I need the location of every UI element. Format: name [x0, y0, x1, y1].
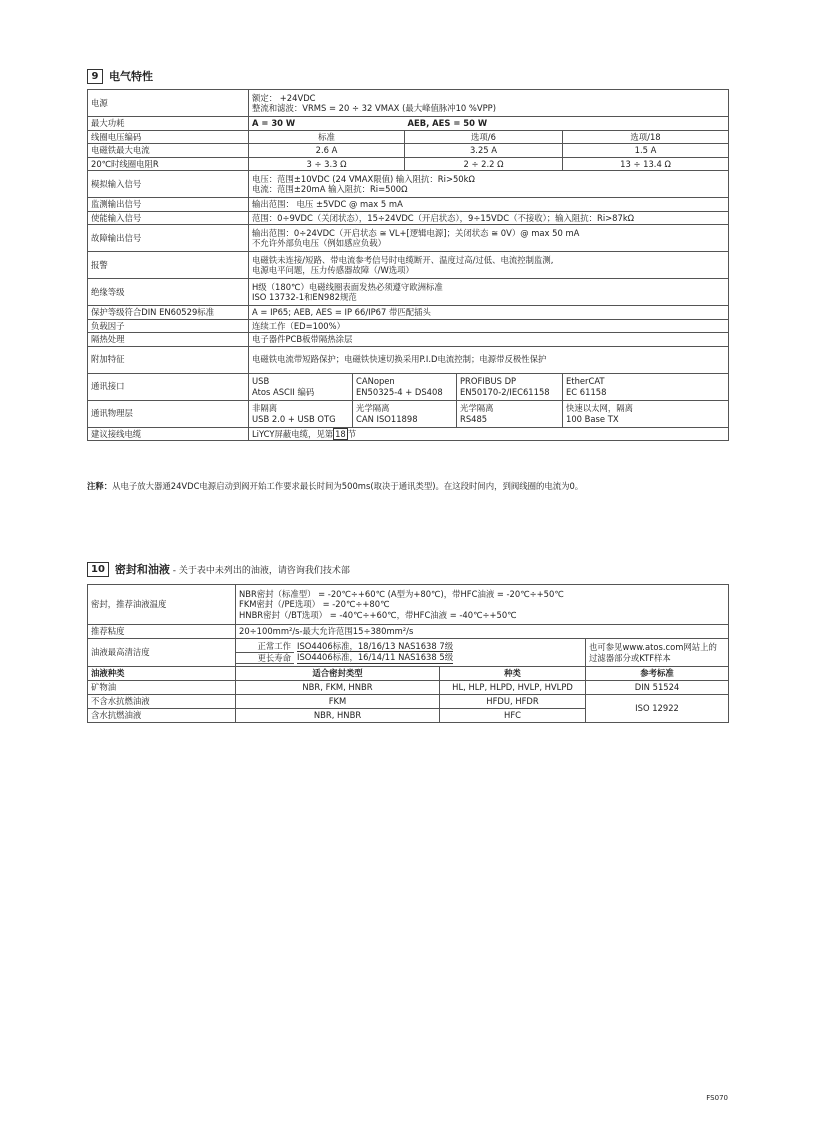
cell-line: RS485: [460, 413, 488, 424]
row-label: 线圈电压编码: [88, 130, 249, 144]
table-row: [88, 400, 729, 427]
row-label: 20℃时线圈电阻R: [88, 157, 249, 171]
table-row: [88, 585, 729, 625]
page-code: FS070: [706, 1094, 728, 1102]
value-line: 电流：范围±20mA 输入阻抗：Ri=500Ω: [252, 184, 408, 194]
table-row: [88, 157, 729, 171]
row-label: 附加特征: [88, 346, 249, 373]
row-value: [249, 225, 729, 252]
row-label: 通讯物理层: [88, 400, 249, 427]
cell-line: PROFIBUS DP: [460, 376, 517, 386]
cell-line: 快速以太网，隔离: [566, 403, 633, 413]
row-value: [249, 252, 729, 279]
value-line: 输出范围：0÷24VDC（开启状态 ≅ VL+[逻辑电源]；关闭状态 ≅ 0V）@ max 50 mA: [252, 227, 580, 238]
fluid-name: 含水抗燃油液: [88, 708, 236, 722]
row-value: [249, 319, 729, 333]
fluid-seal: FKM: [236, 694, 440, 708]
electrical-table: [87, 89, 729, 441]
row-value: [249, 211, 729, 225]
table-header-row: [88, 667, 729, 681]
table-row: [88, 639, 729, 667]
cleanliness-values: [236, 639, 586, 667]
table-row: [88, 346, 729, 373]
row-value: [249, 333, 729, 347]
table-cell: 1.5 A: [563, 144, 729, 158]
table-row: [88, 198, 729, 212]
cable-text-suffix: 节: [347, 428, 357, 439]
cell-line: 非隔离: [252, 403, 278, 413]
table-cell: [457, 400, 563, 427]
section-number: 9: [87, 69, 103, 84]
table-row: [88, 279, 729, 306]
table-row: [88, 625, 729, 639]
value-line: 电压：范围±10VDC (24 VMAX限值) 输入阻抗：Ri>50kΩ: [252, 173, 475, 184]
table-row: [88, 144, 729, 158]
fluid-seal: NBR, HNBR: [236, 708, 440, 722]
table-cell: [353, 373, 457, 400]
cell-line: CAN ISO11898: [356, 413, 418, 424]
row-label: 建议接线电缆: [88, 427, 249, 441]
cell-line: CANopen: [356, 376, 395, 386]
row-label: 电磁铁最大电流: [88, 144, 249, 158]
row-label: 密封，推荐油液温度: [88, 585, 236, 625]
section-title: 电气特性: [109, 70, 153, 83]
value-line: 输出范围： 电压 ±5VDC @ max 5 mA: [252, 199, 403, 209]
table-cell: [249, 400, 353, 427]
table-row: [88, 694, 729, 708]
seals-fluids-table: [87, 584, 729, 723]
seal-line: NBR密封（标准型） = -20℃÷+60℃ (A型为+80℃)，带HFC油液 = -20℃÷+50℃: [239, 588, 564, 599]
row-label: 最大功耗: [88, 117, 249, 131]
table-row: [88, 680, 729, 694]
section-number: 10: [87, 562, 109, 577]
table-cell: [249, 373, 353, 400]
fluid-seal: NBR, FKM, HNBR: [236, 680, 440, 694]
section-10-header: [87, 561, 350, 577]
value-line: 范围：0÷9VDC（关闭状态），15÷24VDC（开启状态），9÷15VDC（不接收）；输入阻抗：Ri>87kΩ: [252, 212, 635, 223]
cell-line: USB: [252, 376, 270, 386]
section-9-header: [87, 68, 153, 84]
table-row: [88, 319, 729, 333]
table-cell: 标准: [249, 130, 405, 144]
table-row: [88, 373, 729, 400]
cell-line: EN50170-2/IEC61158: [460, 386, 550, 397]
value-line: A = IP65; AEB, AES = IP 66/IP67 带匹配插头: [252, 307, 431, 317]
section-reference-link[interactable]: 18: [335, 428, 346, 439]
clean-mode: 更长寿命: [236, 652, 294, 664]
table-cell: [563, 373, 729, 400]
value-line: 电磁铁未连接/短路、带电流参考信号时电缆断开、温度过高/过低、电流控制监测,: [252, 254, 554, 265]
table-row: [88, 171, 729, 198]
row-value: [249, 279, 729, 306]
row-label: 报警: [88, 252, 249, 279]
table-row: [88, 252, 729, 279]
table-row: [88, 211, 729, 225]
table-cell: [457, 373, 563, 400]
column-header: 油液种类: [88, 667, 236, 681]
power-aeb-aes: AEB, AES = 50 W: [405, 117, 729, 131]
seal-line: HNBR密封（/BT选项） = -40℃÷+60℃，带HFC油液 = -40℃÷+50℃: [239, 609, 517, 620]
value-line: 电磁铁电流带短路保护；电磁铁快速切换采用P.I.D电流控制；电源带反极性保护: [252, 354, 547, 365]
viscosity-value: 20÷100mm²/s-最大允许范围15÷380mm²/s: [236, 625, 729, 639]
table-row: [88, 130, 729, 144]
cleanliness-reference: 也可参见www.atos.com网站上的过滤器部分或KTF样本: [586, 639, 729, 667]
cell-line: 100 Base TX: [566, 413, 619, 424]
row-label: 绝缘等级: [88, 279, 249, 306]
cell-line: EN50325-4 + DS408: [356, 386, 443, 397]
footnote: [87, 480, 583, 492]
cell-line: EC 61158: [566, 386, 607, 397]
cable-text: LiYCY屏蔽电缆，见第: [252, 428, 334, 439]
fluid-standard: ISO 12922: [586, 694, 729, 722]
value-line: 电源电平问题，压力传感器故障（/W选项）: [252, 265, 414, 275]
row-label: 通讯接口: [88, 373, 249, 400]
section-title-text: 密封和油液: [114, 563, 170, 576]
row-label: 使能输入信号: [88, 211, 249, 225]
table-cell: [563, 400, 729, 427]
row-label: 负载因子: [88, 319, 249, 333]
value-line: 额定： +24VDC: [252, 92, 316, 103]
clean-value: ISO4406标准，18/16/13 NAS1638 7级: [297, 640, 454, 651]
row-label: 隔热处理: [88, 333, 249, 347]
row-value: [249, 171, 729, 198]
table-row: [88, 90, 729, 117]
table-cell: 选项/6: [405, 130, 563, 144]
cell-line: 光学隔离: [356, 403, 390, 413]
table-row: [88, 427, 729, 441]
value-line: 连续工作（ED=100%）: [252, 320, 345, 331]
row-value: [249, 427, 729, 441]
fluid-type: HL, HLP, HLPD, HVLP, HVLPD: [440, 680, 586, 694]
column-header: 适合密封类型: [236, 667, 440, 681]
cell-line: Atos ASCII 编码: [252, 386, 315, 397]
fluid-standard: DIN 51524: [586, 680, 729, 694]
value-line: ISO 13732-1和EN982规范: [252, 292, 357, 302]
table-cell: 3 ÷ 3.3 Ω: [249, 157, 405, 171]
column-header: 参考标准: [586, 667, 729, 681]
value-line: 整流和滤波：VRMS = 20 ÷ 32 VMAX (最大峰值脉冲10 %VPP): [252, 103, 496, 113]
row-label: 故障输出信号: [88, 225, 249, 252]
value-line: H级（180℃）电磁线圈表面发热必须遵守欧洲标准: [252, 281, 443, 292]
row-label: 保护等级符合DIN EN60529标准: [88, 306, 249, 320]
row-label: 模拟输入信号: [88, 171, 249, 198]
row-label: 油液最高清洁度: [88, 639, 236, 667]
fluid-name: 矿物油: [88, 680, 236, 694]
table-row: [88, 333, 729, 347]
value-line: 不允许外部负电压（例如感应负载）: [252, 238, 386, 248]
footnote-label: 注释：: [87, 481, 113, 491]
seal-temperatures: [236, 585, 729, 625]
value-line: 电子器件PCB板带隔热涂层: [252, 334, 353, 344]
section-title: [115, 561, 350, 577]
seal-line: FKM密封（/PE选项） = -20℃÷+80℃: [239, 599, 390, 610]
column-header: 种类: [440, 667, 586, 681]
row-value: [249, 198, 729, 212]
row-value: [249, 90, 729, 117]
section-subtitle: - 关于表中未列出的油液，请咨询我们技术部: [169, 566, 350, 576]
fluid-name: 不含水抗燃油液: [88, 694, 236, 708]
cell-line: 光学隔离: [460, 403, 494, 413]
table-cell: 选项/18: [563, 130, 729, 144]
table-cell: 2 ÷ 2.2 Ω: [405, 157, 563, 171]
table-row: [88, 225, 729, 252]
fluid-type: HFC: [440, 708, 586, 722]
table-cell: 2.6 A: [249, 144, 405, 158]
table-cell: 13 ÷ 13.4 Ω: [563, 157, 729, 171]
table-row: [88, 306, 729, 320]
cell-line: USB 2.0 + USB OTG: [252, 413, 336, 424]
row-value: [249, 306, 729, 320]
clean-mode: 正常工作: [236, 641, 294, 653]
row-value: [249, 346, 729, 373]
footnote-text: 从电子放大器通24VDC电源启动到阀开始工作要求最长时间为500ms(取决于通讯类型)。在这段时间内，到阀线圈的电流为0。: [112, 481, 584, 491]
row-label: 监测输出信号: [88, 198, 249, 212]
power-standard: A = 30 W: [249, 117, 405, 131]
table-cell: 3.25 A: [405, 144, 563, 158]
row-label: 电源: [88, 90, 249, 117]
fluid-type: HFDU, HFDR: [440, 694, 586, 708]
clean-value: ISO4406标准，16/14/11 NAS1638 5级: [297, 652, 454, 663]
row-label: 推荐粘度: [88, 625, 236, 639]
cell-line: EtherCAT: [566, 376, 605, 386]
table-row: [88, 117, 729, 131]
table-cell: [353, 400, 457, 427]
